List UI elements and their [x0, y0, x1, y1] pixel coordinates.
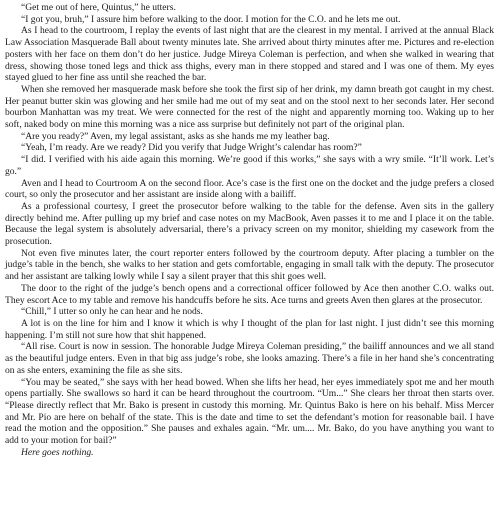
paragraph: “Yeah, I’m ready. Are we ready? Did you verify that Judge Wright’s calendar has room?”: [21, 142, 362, 154]
paragraph: “I got you, bruh,” I assure him before walking to the door. I motion for the C.O. and he lets me out.: [21, 13, 401, 25]
paragraph: As I head to the courtroom, I replay the events of last night that are the clearest in my mental. I arrived at the annual Black Law Association Masquerade Ball about twenty minutes late. She arrived about thirty minutes after me. Pictures and re-election posters with her face on them don’t do her justice. Judge Mireya Coleman is perfection, and when she walked in wearing that dress, showing those toned legs and thick ass thighs, every man in there stopped and stared and I was one of them. My eyes stayed glued to her fine ass until she reached the bar.: [5, 25, 494, 84]
paragraph: The door to the right of the judge’s bench opens and a correctional officer followed by Ace then another C.O. walks out. They escort Ace to my table and remove his handcuffs before he sits. Ace turns and greets Aven then glares at the prosecutor.: [5, 282, 494, 306]
paragraph: “Are you ready?” Aven, my legal assistant, asks as she hands me my leather bag.: [21, 130, 330, 142]
paragraph: Not even five minutes later, the court reporter enters followed by the courtroom deputy. After placing a tumbler on the judge’s table in the bench, she walks to her station and gets comfortable, engaging in small talk with the deputy. The prosecutor and her assistant are talking lowly while I say a silent prayer that this shit goes well.: [5, 247, 494, 283]
paragraph: “I did. I verified with his aide again this morning. We’re good if this works,” she says with a wry smile. “It’ll work. Let’s go.”: [5, 154, 494, 177]
paragraph: A lot is on the line for him and I know it which is why I thought of the plan for last night. I just didn’t see this morning happening. I’m still not sure how that shit happened.: [5, 317, 494, 341]
paragraph: “Get me out of here, Quintus,” he utters.: [21, 2, 176, 13]
paragraph: “You may be seated,” she says with her head bowed. When she lifts her head, her eyes immediately spot me and her mouth opens partially. She swallows so hard it can be heard throughout the courtroom. “Um...” She clears her throat then starts over. “Please directly reflect that Mr. Bako is present in custody this morning. Mr. Quintus Bako is here on his behalf. Miss Mercer and Mr. Pio are here on behalf of the state. This is the date and time to set the defendant’s motion for reasonable bail. I have read the motion and the opposition.” She pauses and exhales again. “Mr. um.... Mr. Bako, do you have anything you want to add to your motion for bail?”: [5, 376, 494, 447]
paragraph: When she removed her masquerade mask before she took the first sip of her drink, my damn breath got caught in my chest. Her peanut butter skin was glowing and her smile had me out of my seat and on the stool next to her seconds later. Her second bourbon Manhattan was my treat. We were connected for the rest of the night and apparently morning too. Waking up to her soft, naked body on mine this morning was a nice ass surprise but definitely not part of the original plan.: [5, 83, 494, 131]
paragraph: “All rise. Court is now in session. The honorable Judge Mireya Coleman presiding,” the bailiff announces and we all stand as the beautiful judge enters. Even in that big ass judge’s robe, she looks amazing. There’s a file in her hand she’s concentrating on as she enters, examining the file as she sits.: [5, 341, 494, 376]
paragraph: Aven and I head to Courtroom A on the second floor. Ace’s case is the first one on the docket and the judge prefers a closed court, so only the prosecutor and her assistant are inside along with a bailiff.: [5, 177, 494, 201]
closing-line: Here goes nothing.: [21, 446, 94, 458]
paragraph: “Chill,” I utter so only he can hear and he nods.: [21, 306, 203, 318]
paragraph: As a professional courtesy, I greet the prosecutor before walking to the table for the defense. Aven sits in the gallery directly behind me. After pulling up my brief and case notes on my MacBook, Aven passes it to me and I place it on the table. Because the legal system is absolutely adversarial, there’s a privacy screen on my monitor, shielding my casework from the prosecution.: [5, 200, 494, 248]
